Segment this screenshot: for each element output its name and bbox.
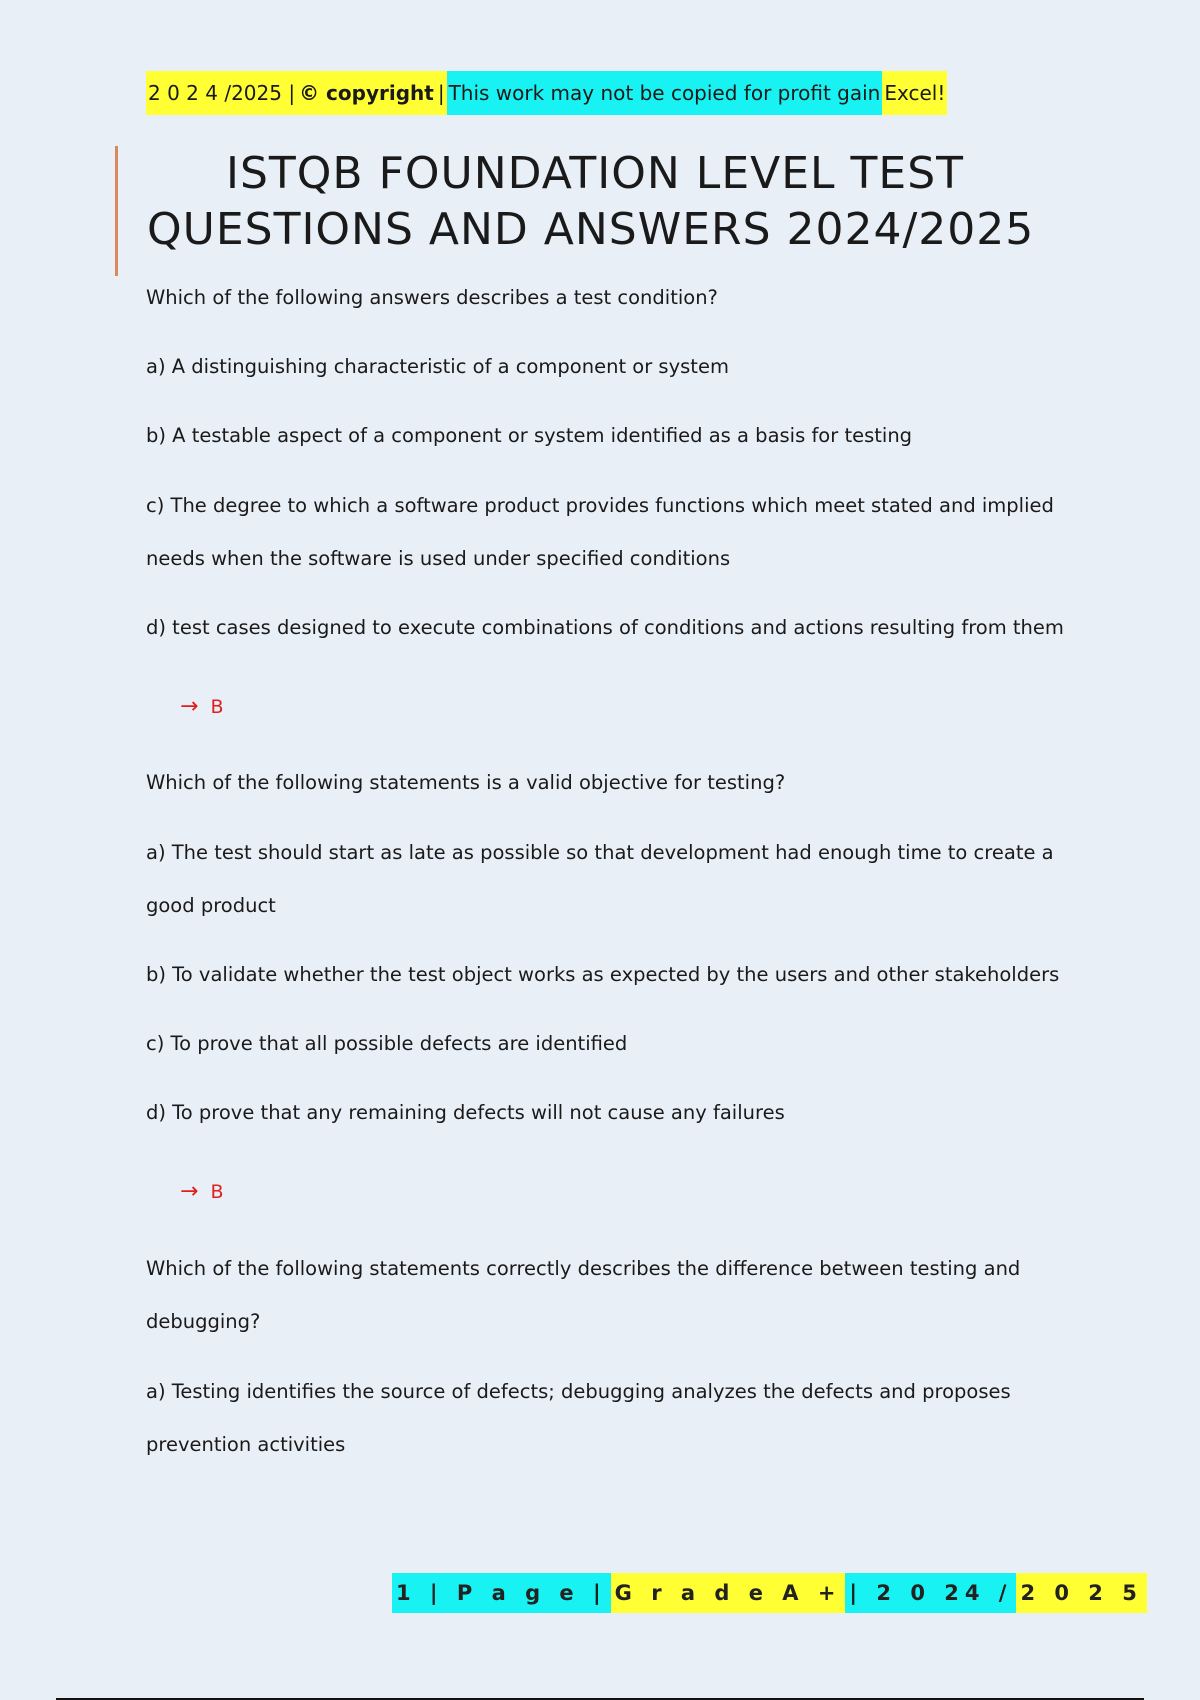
option-d: d) test cases designed to execute combinations of conditions and actions resulting from them	[146, 616, 1064, 639]
header-separator: |	[436, 71, 447, 115]
question-text: Which of the following statements is a valid objective for testing?	[146, 771, 786, 794]
option-b: b) To validate whether the test object works as expected by the users and other stakeholders	[146, 963, 1060, 986]
questions-body	[146, 272, 1066, 1488]
footer-page: 1 | P a g e |	[392, 1573, 611, 1613]
option-c: c) To prove that all possible defects are identified	[146, 1032, 628, 1055]
answer-value: B	[210, 696, 224, 718]
arrow-right-icon: →	[180, 694, 199, 719]
header-excel: Excel!	[882, 71, 947, 115]
document-title	[115, 146, 1078, 276]
footer-year-b: 2 0 2 5	[1016, 1573, 1146, 1613]
header-copyright: © copyright	[297, 71, 436, 115]
option-a: a) The test should start as late as possible so that development had enough time to create a good product	[146, 841, 1054, 917]
option-d: d) To prove that any remaining defects will not cause any failures	[146, 1101, 785, 1124]
header-notice: This work may not be copied for profit gain	[447, 71, 883, 115]
answer-value: B	[210, 1181, 224, 1203]
title-line-1: ISTQB FOUNDATION LEVEL TEST	[225, 148, 965, 199]
header-year: 2 0 2 4 /2025 |	[146, 71, 297, 115]
header-banner	[146, 71, 947, 115]
answer-line	[146, 1156, 1066, 1242]
option-a: a) Testing identifies the source of defects; debugging analyzes the defects and proposes prevention activities	[146, 1380, 1011, 1456]
footer-year-a: | 2 0 24 /	[845, 1573, 1016, 1613]
question-text: Which of the following statements correctly describes the difference between testing and debugging?	[146, 1257, 1021, 1333]
option-a: a) A distinguishing characteristic of a component or system	[146, 355, 729, 378]
footer-grade: G r a d e A +	[611, 1573, 846, 1613]
option-c: c) The degree to which a software product provides functions which meet stated and implied needs when the software is used under specified conditions	[146, 494, 1054, 570]
question-text: Which of the following answers describes a test condition?	[146, 286, 718, 309]
title-line-2: QUESTIONS AND ANSWERS 2024/2025	[147, 204, 1035, 255]
page-footer	[392, 1573, 1147, 1613]
option-b: b) A testable aspect of a component or system identified as a basis for testing	[146, 424, 913, 447]
answer-line	[146, 671, 1066, 757]
arrow-right-icon: →	[180, 1179, 199, 1204]
